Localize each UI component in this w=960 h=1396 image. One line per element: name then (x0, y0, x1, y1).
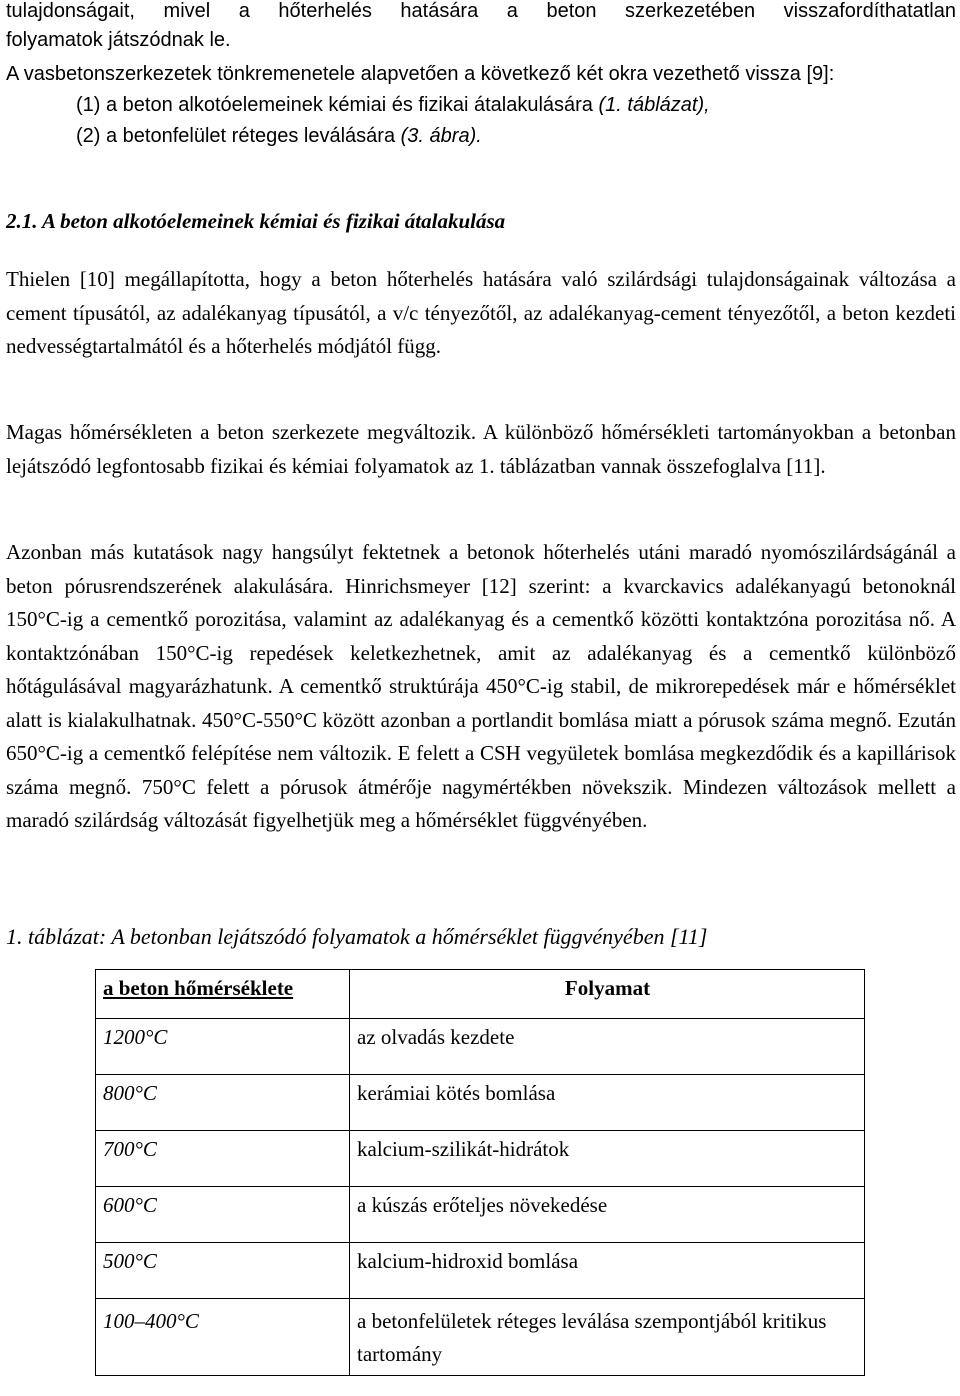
cell-process: a kúszás erőteljes növekedése (350, 1187, 865, 1243)
intro-item-2 (6, 121, 834, 152)
intro-item-1 (6, 90, 834, 121)
item-text: (2) a betonfelület réteges leválására (76, 125, 401, 147)
cell-process: kalcium-szilikát-hidrátok (350, 1131, 865, 1187)
cell-process: kalcium-hidroxid bomlása (350, 1243, 865, 1299)
cell-temperature: 800°C (96, 1075, 350, 1131)
text-line: folyamatok játszódnak le. (6, 29, 231, 51)
table-row (96, 1075, 865, 1131)
item-text: (1) a beton alkotóelemeinek kémiai és fizikai átalakulására (76, 94, 599, 116)
table-reference: (1. táblázat), (598, 94, 710, 116)
header-temperature: a beton hőmérséklete (96, 970, 350, 1019)
text-line: tulajdonságait, mivel a hőterhelés hatására a beton szerkezetében visszafordíthatatlan (6, 0, 956, 22)
cell-temperature: 600°C (96, 1187, 350, 1243)
cell-process: kerámiai kötés bomlása (350, 1075, 865, 1131)
cell-temperature: 1200°C (96, 1019, 350, 1075)
paragraph: Magas hőmérsékleten a beton szerkezete megváltozik. A különböző hőmérsékleti tartományokban a betonban lejátszódó legfontosabb fizikai és kémiai folyamatok az 1. táblázatban vannak összefoglalva [11]. (6, 420, 956, 478)
cell-temperature: 700°C (96, 1131, 350, 1187)
table-row (96, 1187, 865, 1243)
figure-reference: (3. ábra). (400, 125, 482, 147)
table-header-row (96, 970, 865, 1019)
table-row (96, 1299, 865, 1376)
section-heading: 2.1. A beton alkotóelemeinek kémiai és fizikai átalakulása (6, 209, 506, 233)
cell-temperature: 100–400°C (96, 1299, 350, 1376)
table-row (96, 1243, 865, 1299)
cell-process: a betonfelületek réteges leválása szempontjából kritikus tartomány (350, 1299, 865, 1376)
paragraph: Azonban más kutatások nagy hangsúlyt fektetnek a betonok hőterhelés utáni maradó nyomószilárdságánál a beton pórusrendszerének alakulására. Hinrichsmeyer [12] szerint: a kvarckavics adalékanyagú betonoknál 150°C-ig a cementkő porozitása, valamint az adalékanyag és a cementkő közötti kontaktzóna porozitása nő. A kontaktzónában 150°C-ig repedések keletkezhetnek, amit az adalékanyag és a cementkő különböző hőtágulásával magyarázhatunk. A cementkő struktúrája 450°C-ig stabil, de mikrorepedések már e hőmérséklet alatt is kialakulhatnak. 450°C-550°C között azonban a portlandit bomlása miatt a pórusok száma megnő. Ezután 650°C-ig a cementkő felépítése nem változik. E felett a CSH vegyületek bomlása megkezdődik és a kapillárisok száma megnő. 750°C felett a pórusok átmérője nagymértékben növekszik. Mindezen változások mellett a maradó szilárdság változását figyelhetjük meg a hőmérséklet függvényében. (6, 540, 956, 832)
cell-process: az olvadás kezdete (350, 1019, 865, 1075)
cell-temperature: 500°C (96, 1243, 350, 1299)
table-row (96, 1019, 865, 1075)
header-process: Folyamat (350, 970, 865, 1019)
paragraph: Thielen [10] megállapította, hogy a beton hőterhelés hatására való szilárdsági tulajdonságainak változása a cement típusától, az adalékanyag típusától, a v/c tényezőtől, az adalékanyag-cement tényezőtől, a beton kezdeti nedvességtartalmától és a hőterhelés módjától függ. (6, 267, 956, 358)
table-row (96, 1131, 865, 1187)
continuation-text (6, 0, 956, 55)
table-caption: 1. táblázat: A betonban lejátszódó folyamatok a hőmérséklet függvényében [11] (6, 924, 708, 949)
intro-lead: A vasbetonszerkezetek tönkremenetele alapvetően a következő két okra vezethető vissza [9]: (6, 63, 835, 85)
intro-block (6, 59, 834, 152)
process-table (95, 969, 865, 1376)
